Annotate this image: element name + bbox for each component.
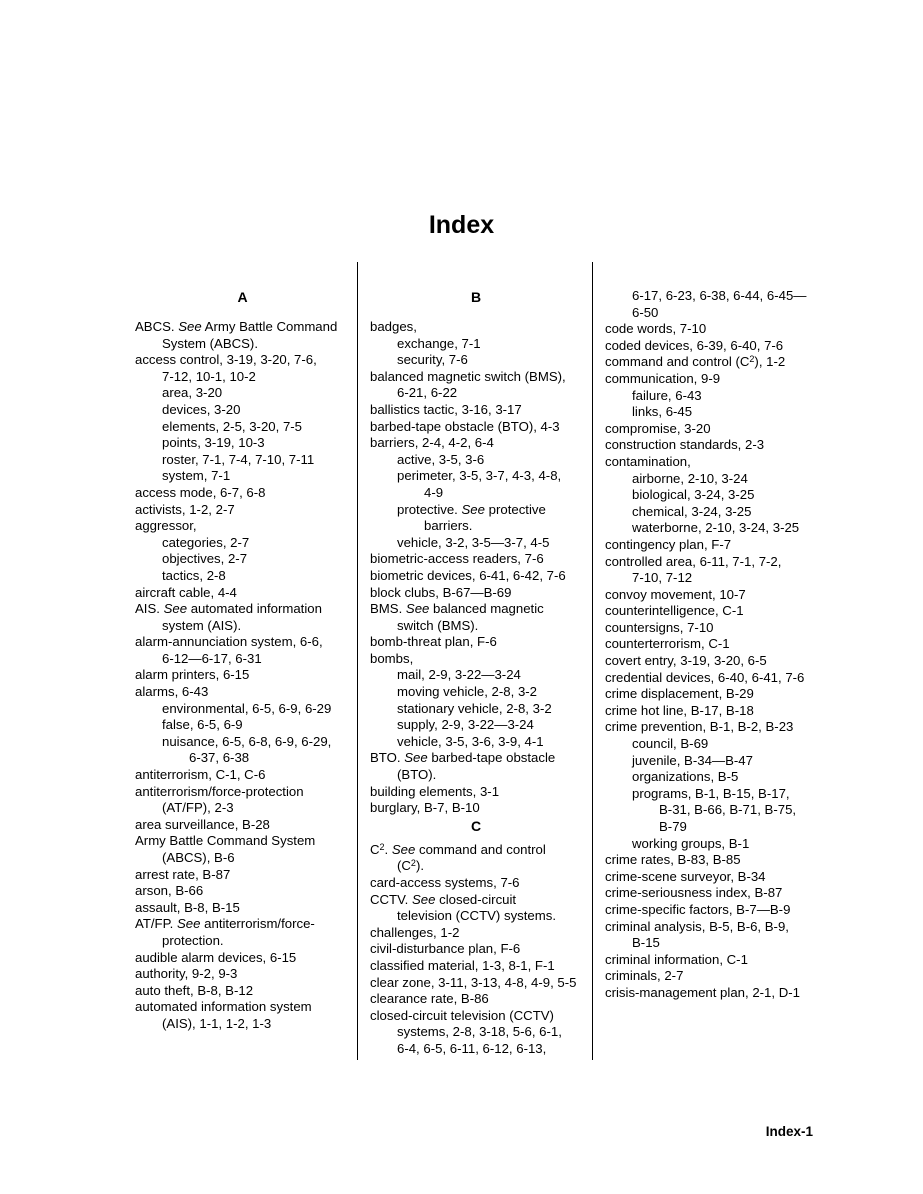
entry-text: B-79 bbox=[659, 819, 687, 834]
see-reference: See bbox=[177, 916, 201, 932]
entry-text: crisis-management plan, 2-1, D-1 bbox=[605, 984, 800, 1000]
entry-text: C bbox=[370, 841, 380, 857]
entry-text: assault, B-8, B-15 bbox=[135, 899, 240, 915]
index-entry bbox=[135, 518, 350, 535]
entry-text: antiterrorism/force-protection bbox=[135, 783, 304, 799]
entry-text: crime-specific factors, B-7—B-9 bbox=[605, 901, 791, 917]
entry-text: barriers. bbox=[424, 518, 473, 534]
entry-text: system (AIS). bbox=[162, 617, 242, 633]
index-entry bbox=[605, 454, 821, 471]
entry-text: failure, 6-43 bbox=[632, 387, 702, 403]
letter-heading-c: C bbox=[470, 817, 482, 834]
entry-text: credential devices, 6-40, 6-41, 7-6 bbox=[605, 669, 805, 685]
entry-text: badges, bbox=[370, 319, 417, 334]
index-entry bbox=[605, 802, 821, 819]
index-entry bbox=[135, 585, 350, 602]
entry-text: biometric-access readers, 7-6 bbox=[370, 551, 544, 567]
entry-text: activists, 1-2, 2-7 bbox=[135, 501, 235, 517]
index-entry bbox=[135, 452, 350, 469]
index-entry bbox=[135, 651, 350, 668]
index-entry bbox=[370, 402, 582, 419]
entry-text: council, B-69 bbox=[632, 736, 709, 752]
entry-text: AIS. bbox=[135, 601, 164, 617]
entry-text: criminal information, C-1 bbox=[605, 951, 748, 967]
entry-text: (C bbox=[397, 858, 411, 874]
index-entry bbox=[135, 916, 350, 933]
entry-text: security, 7-6 bbox=[397, 352, 468, 368]
entry-text: communication, 9-9 bbox=[605, 370, 721, 386]
entry-text: ballistics tactic, 3-16, 3-17 bbox=[370, 401, 522, 417]
entry-text: AT/FP. bbox=[135, 916, 178, 932]
index-entry bbox=[370, 651, 582, 668]
index-entry bbox=[370, 369, 582, 386]
index-entry bbox=[370, 892, 582, 909]
entry-text: ABCS. bbox=[135, 319, 179, 334]
entry-text: System (ABCS). bbox=[162, 335, 258, 351]
entry-text: ). bbox=[415, 858, 424, 874]
entry-text: 7-12, 10-1, 10-2 bbox=[162, 368, 256, 384]
entry-text: audible alarm devices, 6-15 bbox=[135, 949, 297, 965]
entry-text: automated information bbox=[187, 601, 322, 617]
index-entry bbox=[605, 636, 821, 653]
entry-text: antiterrorism, C-1, C-6 bbox=[135, 767, 266, 783]
entry-text: television (CCTV) systems. bbox=[397, 908, 557, 924]
index-entry bbox=[135, 684, 350, 701]
index-entry bbox=[370, 352, 582, 369]
index-entry bbox=[605, 952, 821, 969]
entry-text: closed-circuit bbox=[435, 891, 517, 907]
index-entry bbox=[370, 634, 582, 651]
index-entry bbox=[605, 902, 821, 919]
entry-text: coded devices, 6-39, 6-40, 7-6 bbox=[605, 337, 784, 353]
index-entry bbox=[370, 535, 582, 552]
see-reference: See bbox=[412, 891, 436, 907]
index-entry bbox=[135, 999, 350, 1016]
index-entry bbox=[135, 900, 350, 917]
index-entry bbox=[605, 869, 821, 886]
entry-text: airborne, 2-10, 3-24 bbox=[632, 470, 748, 486]
entry-text: command and control (C bbox=[605, 354, 750, 370]
entry-text: card-access systems, 7-6 bbox=[370, 875, 520, 890]
entry-text: CCTV. bbox=[370, 891, 413, 907]
index-entry bbox=[135, 369, 350, 386]
index-entry bbox=[605, 371, 821, 388]
entry-text: 7-10, 7-12 bbox=[632, 570, 693, 586]
index-entry bbox=[135, 833, 350, 850]
index-entry bbox=[135, 551, 350, 568]
entry-text: code words, 7-10 bbox=[605, 321, 707, 337]
index-entry bbox=[605, 836, 821, 853]
entry-text: access mode, 6-7, 6-8 bbox=[135, 484, 266, 500]
index-entry bbox=[370, 601, 582, 618]
see-reference: See bbox=[405, 601, 430, 617]
entry-text: vehicle, 3-5, 3-6, 3-9, 4-1 bbox=[397, 733, 544, 749]
entry-text: elements, 2-5, 3-20, 7-5 bbox=[162, 418, 303, 434]
index-entry bbox=[370, 667, 582, 684]
entry-text: protection. bbox=[162, 932, 224, 948]
entry-text: biometric devices, 6-41, 6-42, 7-6 bbox=[370, 567, 566, 583]
entry-text: active, 3-5, 3-6 bbox=[397, 451, 485, 467]
entry-text: building elements, 3-1 bbox=[370, 783, 500, 799]
index-column-1 bbox=[135, 288, 350, 1033]
entry-text: B-31, B-66, B-71, B-75, bbox=[659, 802, 797, 818]
entry-text: 6-37, 6-38 bbox=[189, 750, 250, 766]
entry-text: antiterrorism/force- bbox=[200, 916, 315, 932]
index-entry bbox=[135, 535, 350, 552]
entry-text: system, 7-1 bbox=[162, 468, 231, 484]
entry-text: protective. bbox=[397, 501, 462, 517]
superscript: 2 bbox=[749, 354, 755, 365]
page-title: Index bbox=[428, 211, 495, 239]
index-column-2 bbox=[370, 288, 582, 1058]
index-entry bbox=[370, 717, 582, 734]
index-entry bbox=[370, 452, 582, 469]
entry-text: juvenile, B-34—B-47 bbox=[632, 752, 753, 768]
index-entry bbox=[135, 502, 350, 519]
index-entry bbox=[370, 485, 582, 502]
entry-text: criminals, 2-7 bbox=[605, 968, 684, 984]
index-entry bbox=[135, 667, 350, 684]
entry-text: 6-12—6-17, 6-31 bbox=[162, 650, 262, 666]
index-column-3 bbox=[605, 288, 821, 1002]
entry-text: area surveillance, B-28 bbox=[135, 816, 270, 832]
entry-text: crime rates, B-83, B-85 bbox=[605, 852, 741, 868]
entry-text: (ABCS), B-6 bbox=[162, 850, 235, 865]
entry-text: 6-17, 6-23, 6-38, 6-44, 6-45— bbox=[632, 288, 807, 303]
entry-text: burglary, B-7, B-10 bbox=[370, 800, 480, 816]
index-entry bbox=[135, 817, 350, 834]
index-entry bbox=[370, 1008, 582, 1025]
index-entry bbox=[135, 767, 350, 784]
entry-text: authority, 9-2, 9-3 bbox=[135, 966, 238, 982]
index-entry bbox=[605, 703, 821, 720]
entry-text: false, 6-5, 6-9 bbox=[162, 717, 243, 733]
index-entry bbox=[135, 701, 350, 718]
index-entry bbox=[605, 753, 821, 770]
index-entry bbox=[370, 991, 582, 1008]
index-entry bbox=[605, 321, 821, 338]
index-entry bbox=[605, 421, 821, 438]
page-number: Index-1 bbox=[765, 1124, 813, 1139]
index-entry bbox=[135, 618, 350, 635]
entry-text: alarm printers, 6-15 bbox=[135, 667, 250, 683]
entry-text: compromise, 3-20 bbox=[605, 420, 711, 436]
index-entry bbox=[605, 935, 821, 952]
entry-text: biological, 3-24, 3-25 bbox=[632, 487, 755, 503]
entry-text: waterborne, 2-10, 3-24, 3-25 bbox=[632, 520, 800, 536]
index-entry bbox=[370, 419, 582, 436]
entry-text: ), 1-2 bbox=[754, 354, 786, 370]
entry-text: alarms, 6-43 bbox=[135, 684, 209, 700]
entry-text: barbed-tape obstacle bbox=[427, 750, 556, 766]
entry-text: construction standards, 2-3 bbox=[605, 437, 765, 453]
index-entry bbox=[135, 883, 350, 900]
entry-text: crime-seriousness index, B-87 bbox=[605, 885, 783, 901]
index-entry bbox=[370, 701, 582, 718]
entry-text: automated information system bbox=[135, 999, 312, 1015]
index-entry bbox=[370, 336, 582, 353]
see-reference: See bbox=[163, 601, 188, 617]
entry-text: access control, 3-19, 3-20, 7-6, bbox=[135, 352, 317, 368]
column-divider bbox=[357, 262, 358, 1060]
index-entry bbox=[605, 504, 821, 521]
entry-text: arrest rate, B-87 bbox=[135, 866, 231, 882]
entry-text: programs, B-1, B-15, B-17, bbox=[632, 785, 790, 801]
column-divider bbox=[592, 262, 593, 1060]
index-entry bbox=[135, 419, 350, 436]
entry-text: links, 6-45 bbox=[632, 404, 693, 420]
entry-text: barriers, 2-4, 4-2, 6-4 bbox=[370, 435, 494, 451]
letter-heading-b: B bbox=[470, 289, 482, 305]
index-entry bbox=[605, 404, 821, 421]
index-entry bbox=[135, 435, 350, 452]
index-entry bbox=[605, 288, 821, 305]
index-entry bbox=[135, 385, 350, 402]
entry-text: area, 3-20 bbox=[162, 385, 223, 401]
index-entry bbox=[370, 975, 582, 992]
entry-text: points, 3-19, 10-3 bbox=[162, 435, 265, 451]
index-entry bbox=[605, 819, 821, 836]
entry-text: contamination, bbox=[605, 453, 691, 469]
entry-text: covert entry, 3-19, 3-20, 6-5 bbox=[605, 653, 767, 669]
index-entry bbox=[370, 1024, 582, 1041]
index-entry bbox=[135, 336, 350, 353]
index-entry bbox=[135, 966, 350, 983]
entry-text: 6-21, 6-22 bbox=[397, 385, 458, 401]
entry-text: bomb-threat plan, F-6 bbox=[370, 634, 497, 650]
index-entry bbox=[605, 985, 821, 1002]
entry-text: working groups, B-1 bbox=[632, 835, 750, 851]
index-entry bbox=[605, 305, 821, 322]
index-entry bbox=[605, 338, 821, 355]
entry-text: balanced magnetic switch (BMS), bbox=[370, 368, 566, 384]
entry-text: nuisance, 6-5, 6-8, 6-9, 6-29, bbox=[162, 733, 332, 749]
index-entry bbox=[370, 875, 582, 892]
index-entry bbox=[370, 618, 582, 635]
entry-text: tactics, 2-8 bbox=[162, 567, 226, 583]
entry-text: arson, B-66 bbox=[135, 883, 204, 899]
index-entry bbox=[135, 568, 350, 585]
entry-text: moving vehicle, 2-8, 3-2 bbox=[397, 684, 538, 700]
index-entry bbox=[370, 784, 582, 801]
entry-text: convoy movement, 10-7 bbox=[605, 586, 746, 602]
index-entry bbox=[605, 537, 821, 554]
index-entry bbox=[370, 684, 582, 701]
entry-text: switch (BMS). bbox=[397, 617, 479, 633]
entry-text: BMS. bbox=[370, 601, 406, 617]
entry-text: exchange, 7-1 bbox=[397, 335, 481, 351]
index-entry bbox=[135, 402, 350, 419]
entry-text: protective bbox=[484, 501, 546, 517]
entry-text: mail, 2-9, 3-22—3-24 bbox=[397, 667, 521, 683]
entry-text: crime displacement, B-29 bbox=[605, 686, 754, 702]
entry-text: counterterrorism, C-1 bbox=[605, 636, 730, 652]
entry-text: classified material, 1-3, 8-1, F-1 bbox=[370, 957, 555, 973]
index-entry bbox=[605, 437, 821, 454]
entry-text: supply, 2-9, 3-22—3-24 bbox=[397, 717, 534, 733]
index-entry bbox=[605, 736, 821, 753]
index-entry bbox=[370, 551, 582, 568]
entry-text: controlled area, 6-11, 7-1, 7-2, bbox=[605, 553, 782, 569]
index-entry bbox=[135, 468, 350, 485]
entry-text: 6-50 bbox=[632, 304, 659, 320]
index-entry bbox=[605, 670, 821, 687]
index-entry bbox=[370, 925, 582, 942]
index-entry bbox=[605, 520, 821, 537]
index-entry bbox=[605, 388, 821, 405]
entry-text: bombs, bbox=[370, 650, 414, 666]
index-entry bbox=[370, 518, 582, 535]
entry-text: clearance rate, B-86 bbox=[370, 991, 489, 1007]
entry-text: categories, 2-7 bbox=[162, 534, 250, 550]
entry-text: clear zone, 3-11, 3-13, 4-8, 4-9, 5-5 bbox=[370, 974, 577, 990]
entry-text: closed-circuit television (CCTV) bbox=[370, 1007, 554, 1023]
entry-text: BTO. bbox=[370, 750, 405, 766]
entry-text: vehicle, 3-2, 3-5—3-7, 4-5 bbox=[397, 534, 550, 550]
index-entry bbox=[605, 852, 821, 869]
index-entry bbox=[135, 933, 350, 950]
index-entry bbox=[370, 585, 582, 602]
index-entry bbox=[135, 950, 350, 967]
index-entry bbox=[370, 767, 582, 784]
index-entry bbox=[605, 620, 821, 637]
entry-text: devices, 3-20 bbox=[162, 401, 241, 417]
entry-text: aircraft cable, 4-4 bbox=[135, 584, 237, 600]
index-entry bbox=[135, 800, 350, 817]
index-entry bbox=[135, 717, 350, 734]
entry-text: environmental, 6-5, 6-9, 6-29 bbox=[162, 700, 332, 716]
index-entry bbox=[370, 941, 582, 958]
entry-text: counterintelligence, C-1 bbox=[605, 603, 744, 619]
index-entry bbox=[370, 319, 582, 336]
entry-text: crime hot line, B-17, B-18 bbox=[605, 702, 754, 718]
index-entry bbox=[605, 769, 821, 786]
entry-text: crime prevention, B-1, B-2, B-23 bbox=[605, 719, 794, 735]
entry-text: 4-9 bbox=[424, 484, 444, 500]
entry-text: . bbox=[384, 841, 392, 857]
entry-text: organizations, B-5 bbox=[632, 769, 739, 785]
entry-text: stationary vehicle, 2-8, 3-2 bbox=[397, 700, 552, 716]
entry-text: challenges, 1-2 bbox=[370, 924, 460, 940]
index-entry bbox=[370, 502, 582, 519]
superscript: 2 bbox=[379, 841, 385, 852]
superscript: 2 bbox=[410, 858, 416, 869]
index-entry bbox=[605, 686, 821, 703]
index-entry bbox=[605, 354, 821, 371]
see-reference: See bbox=[178, 319, 202, 334]
letter-heading-a: A bbox=[237, 289, 248, 305]
index-entry bbox=[605, 471, 821, 488]
entry-text: auto theft, B-8, B-12 bbox=[135, 982, 254, 998]
index-entry bbox=[605, 786, 821, 803]
entry-text: systems, 2-8, 3-18, 5-6, 6-1, bbox=[397, 1024, 562, 1040]
entry-text: (AIS), 1-1, 1-2, 1-3 bbox=[162, 1015, 272, 1031]
index-entry bbox=[135, 734, 350, 751]
entry-text: command and control bbox=[415, 841, 546, 857]
index-entry bbox=[135, 784, 350, 801]
index-entry bbox=[605, 554, 821, 571]
entry-text: roster, 7-1, 7-4, 7-10, 7-11 bbox=[162, 451, 315, 467]
index-entry bbox=[605, 570, 821, 587]
index-entry bbox=[370, 734, 582, 751]
index-entry bbox=[370, 468, 582, 485]
entry-text: balanced magnetic bbox=[429, 601, 544, 617]
entry-text: contingency plan, F-7 bbox=[605, 536, 732, 552]
index-entry bbox=[370, 385, 582, 402]
entry-text: perimeter, 3-5, 3-7, 4-3, 4-8, bbox=[397, 468, 562, 484]
index-entry bbox=[135, 983, 350, 1000]
entry-text: civil-disturbance plan, F-6 bbox=[370, 941, 521, 957]
index-entry bbox=[370, 958, 582, 975]
index-entry bbox=[605, 587, 821, 604]
index-entry bbox=[135, 750, 350, 767]
entry-text: aggressor, bbox=[135, 518, 197, 534]
entry-text: chemical, 3-24, 3-25 bbox=[632, 503, 752, 519]
index-entry bbox=[370, 750, 582, 767]
index-entry bbox=[370, 842, 582, 859]
entry-text: B-15 bbox=[632, 935, 660, 951]
index-entry bbox=[135, 319, 350, 336]
index-entry bbox=[605, 885, 821, 902]
index-entry bbox=[370, 568, 582, 585]
index-entry bbox=[135, 1016, 350, 1033]
entry-text: 6-4, 6-5, 6-11, 6-12, 6-13, bbox=[397, 1040, 547, 1056]
entry-text: barbed-tape obstacle (BTO), 4-3 bbox=[370, 418, 560, 434]
index-entry bbox=[370, 908, 582, 925]
entry-text: Army Battle Command System bbox=[135, 833, 316, 849]
index-entry bbox=[605, 603, 821, 620]
index-entry bbox=[135, 634, 350, 651]
entry-text: crime-scene surveyor, B-34 bbox=[605, 868, 766, 884]
entry-text: block clubs, B-67—B-69 bbox=[370, 584, 512, 600]
index-entry bbox=[135, 601, 350, 618]
index-entry bbox=[370, 800, 582, 817]
index-entry bbox=[605, 653, 821, 670]
index-entry bbox=[605, 968, 821, 985]
entry-text: alarm-annunciation system, 6-6, bbox=[135, 634, 323, 650]
index-entry bbox=[135, 352, 350, 369]
entry-text: objectives, 2-7 bbox=[162, 551, 248, 567]
index-entry bbox=[370, 858, 582, 875]
index-entry bbox=[370, 1041, 582, 1058]
entry-text: Army Battle Command bbox=[201, 319, 338, 334]
index-entry bbox=[605, 919, 821, 936]
see-reference: See bbox=[391, 841, 416, 857]
see-reference: See bbox=[404, 750, 428, 766]
see-reference: See bbox=[461, 501, 485, 517]
index-entry bbox=[370, 435, 582, 452]
entry-text: (AT/FP), 2-3 bbox=[162, 800, 234, 816]
entry-text: (BTO). bbox=[397, 767, 437, 783]
index-entry bbox=[135, 850, 350, 867]
entry-text: countersigns, 7-10 bbox=[605, 619, 714, 635]
index-entry bbox=[135, 867, 350, 884]
index-entry bbox=[605, 719, 821, 736]
index-entry bbox=[605, 487, 821, 504]
index-entry bbox=[135, 485, 350, 502]
entry-text: criminal analysis, B-5, B-6, B-9, bbox=[605, 918, 789, 934]
